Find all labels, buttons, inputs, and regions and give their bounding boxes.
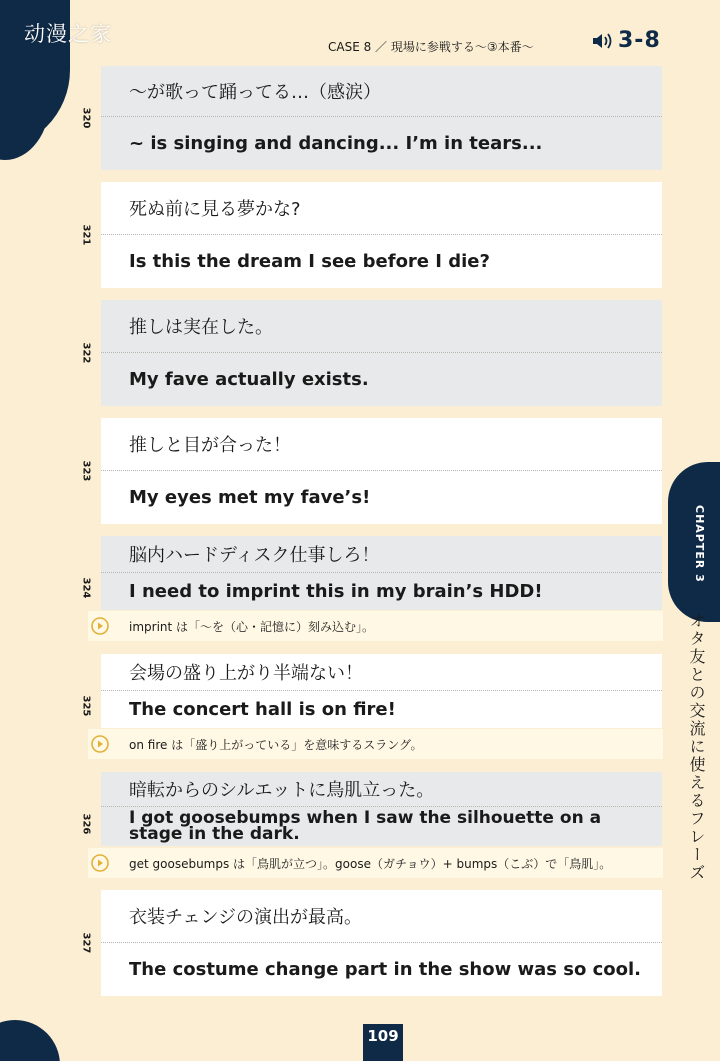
phrase-card [101,890,662,996]
note-text: on fire は「盛り上がっている」を意味するスラング。 [129,737,423,752]
phrase-number: 322 [80,342,92,364]
phrase-number: 326 [80,813,92,835]
phrase-number: 323 [80,460,92,482]
phrase-card [101,300,662,406]
phrase-en: The concert hall is on fire! [129,698,396,720]
phrase-note [88,848,663,878]
phrase-en: My eyes met my fave’s! [129,486,371,508]
phrase-en: My fave actually exists. [129,368,369,390]
phrase-number: 320 [80,107,92,129]
page-number: 109 [363,1024,403,1061]
phrase-en: ~ is singing and dancing... I’m in tears... [129,132,543,154]
phrase-number: 321 [80,224,92,246]
phrase-jp: 脳内ハードディスク仕事しろ！ [129,545,380,566]
phrase-jp: 〜が歌って踊ってる…（感涙） [129,82,381,103]
phrase-note [88,729,663,759]
phrase-en: The costume change part in the show was so cool. [129,958,641,980]
phrase-card [101,66,662,170]
watermark: 动漫之家 [24,22,112,46]
case-title: CASE 8 ／ 現場に参戦する〜③本番〜 [328,40,534,54]
phrase-card [101,654,662,728]
phrase-jp: 会場の盛り上がり半端ない！ [129,663,363,684]
chapter-title: オタ友との交流に使えるフレーズ [687,612,706,882]
speaker-icon [592,31,614,51]
play-icon[interactable] [91,735,109,753]
play-icon[interactable] [91,617,109,635]
phrase-en: Is this the dream I see before I die? [129,250,490,272]
note-text: get goosebumps は「鳥肌が立つ」。goose（ガチョウ）+ bumps（こぶ）で「鳥肌」。 [129,856,612,871]
phrase-jp: 推しは実在した。 [129,317,273,338]
phrase-card [101,182,662,288]
phrase-en: I got goosebumps when I saw the silhouette on a stage in the dark. [129,808,602,844]
play-icon[interactable] [91,854,109,872]
phrase-note [88,611,663,641]
phrase-card [101,536,662,610]
phrase-number: 324 [80,577,92,599]
phrase-number: 325 [80,695,92,717]
phrase-jp: 衣装チェンジの演出が最高。 [129,907,363,928]
phrase-en: I need to imprint this in my brain’s HDD! [129,580,543,602]
note-text: imprint は「〜を（心・記憶に）刻み込む」。 [129,619,375,634]
phrase-number: 327 [80,932,92,954]
corner-decoration [0,1020,60,1061]
phrase-card [101,772,662,846]
phrase-card [101,418,662,524]
phrase-jp: 推しと目が合った！ [129,435,291,456]
track-number: 3-8 [618,28,661,53]
audio-track[interactable] [592,28,661,53]
phrase-jp: 暗転からのシルエットに鳥肌立った。 [129,780,435,801]
chapter-label: CHAPTER 3 [693,505,706,583]
phrase-jp: 死ぬ前に見る夢かな? [129,199,301,220]
